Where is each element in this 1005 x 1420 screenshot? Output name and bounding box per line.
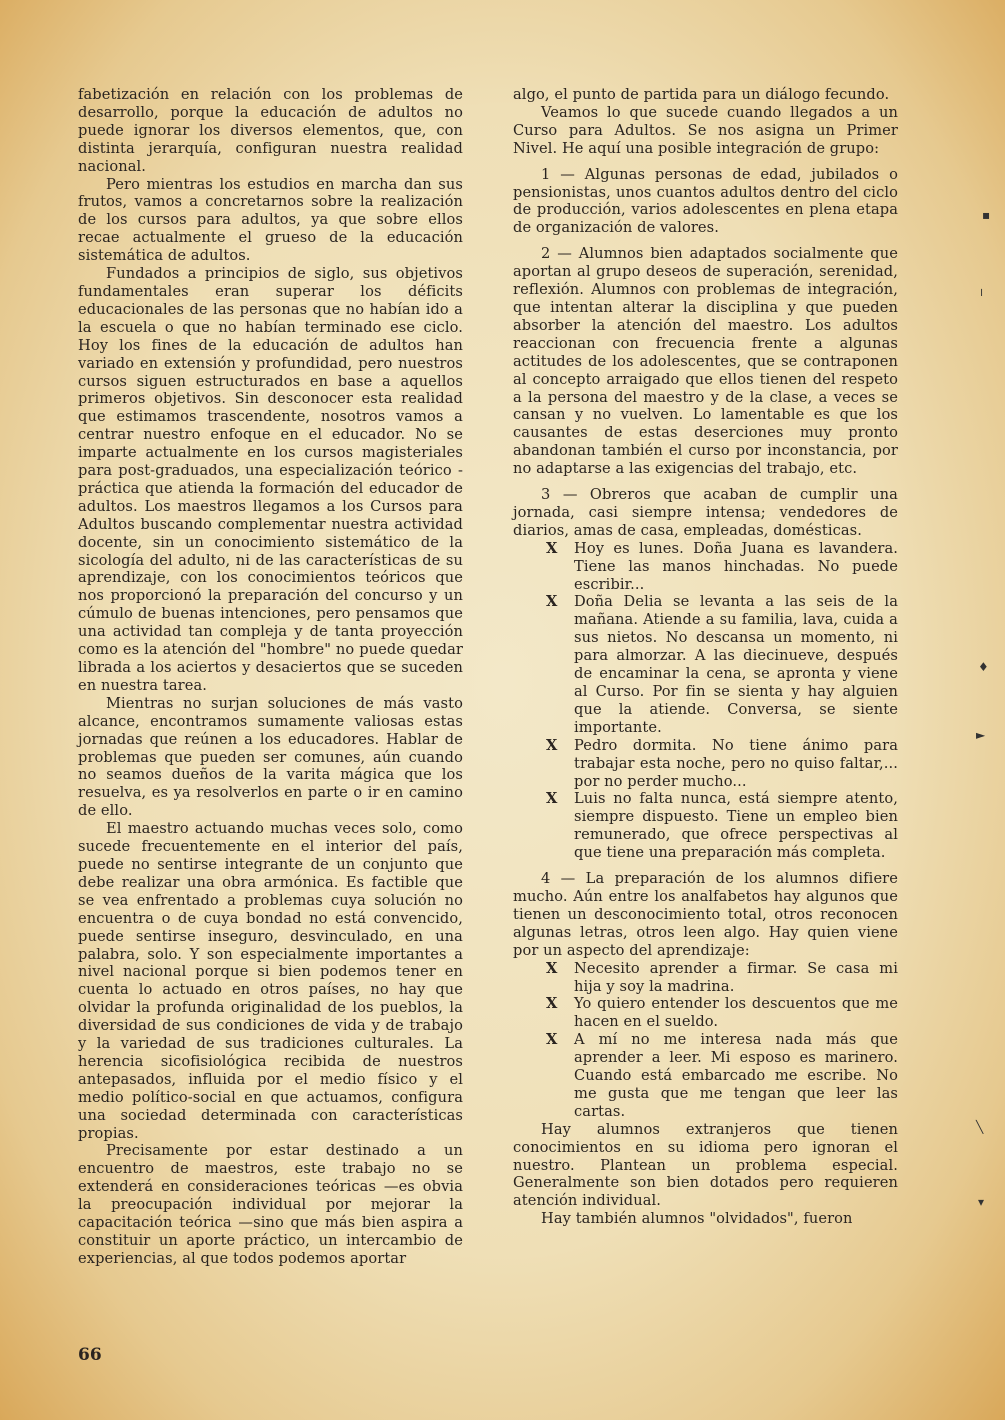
numbered-paragraph-3: 3 — Obreros que acaban de cumplir una jornada, casi siempre intensa; vendedores de diarios, amas de casa, empleadas, domésticas. (513, 486, 898, 539)
list-item-text: A mí no me interesa nada más que aprender a leer. Mi esposo es marinero. Cuando está embarcado me escribe. No me gusta que me tengan que leer las cartas. (574, 1031, 898, 1120)
list-item (546, 737, 898, 791)
paragraph: Precisamente por estar destinado a un encuentro de maestros, este trabajo no se extenderá en consideraciones teóricas —es obvia la preocupación individual por mejorar la capacitación teórica —sino que más bien aspira a constituir un aporte práctico, un intercambio de experiencias, al que todos podemos aportar (78, 1142, 463, 1267)
list-item (546, 995, 898, 1031)
list-item-text: Necesito aprender a firmar. Se casa mi hija y soy la madrina. (574, 959, 898, 995)
margin-mark: ╷ (978, 282, 986, 296)
list-item (546, 1031, 898, 1121)
paragraph: Hay también alumnos "olvidados", fueron (541, 1210, 853, 1228)
right-column (513, 86, 898, 1228)
x-marker: X (546, 959, 558, 977)
x-marker: X (546, 995, 558, 1013)
list-item (546, 540, 898, 594)
list-item (546, 790, 898, 862)
x-marker: X (546, 1031, 558, 1049)
paragraph: Mientras no surjan soluciones de más vasto alcance, encontramos sumamente valiosas estas jornadas que reúnen a los educadores. Hablar de problemas que pueden ser comunes, aún cuando no seamos dueños de la varita mágica que los resuelva, es ya resolverlos en parte o ir en camino de ello. (78, 694, 463, 820)
list-item (546, 593, 898, 736)
list-item-text: Hoy es lunes. Doña Juana es lavandera. Tiene las manos hinchadas. No puede escribir... (574, 539, 898, 593)
paragraph: El maestro actuando muchas veces solo, como sucede frecuentemente en el interior del país, puede no sentirse integrante de un conjunto que debe realizar una obra armónica. Es factible que se vea enfrentado a problemas cuya solución no encuentra o de cuya bondad no está convencido, puede sentirse inseguro, desvinculado, en una palabra, solo. Y son especialmente importantes a nivel nacional porque si bien podemos tener en cuenta lo actuado en otros países, no hay que olvidar la profunda originalidad de los pueblos, la diversidad de sus condiciones de vida y de trabajo y la variedad de sus tradiciones culturales. La herencia sicofisiológica recibida de nuestros antepasados, influida por el medio físico y el medio político-social en que actuamos, configura una sociedad determinada con características propias. (78, 820, 463, 1142)
paragraph: algo, el punto de partida para un diálogo fecundo. (513, 86, 890, 103)
list-item-text: Yo quiero entender los descuentos que me hacen en el sueldo. (574, 995, 898, 1031)
x-marker: X (546, 593, 558, 611)
paragraph: Veamos lo que sucede cuando llegados a un Curso para Adultos. Se nos asigna un Primer Nivel. He aquí una posible integración de grupo: (513, 103, 898, 157)
paragraph: Pero mientras los estudios en marcha dan sus frutos, vamos a concretarnos sobre la realización de los cursos para adultos, ya que sobre ellos recae actualmente el grueso de la educación sistemática de adultos. (78, 175, 463, 265)
x-marker: X (546, 736, 558, 754)
margin-mark: ▾ (978, 1195, 985, 1209)
x-marker: X (546, 539, 558, 557)
list-item-text: Pedro dormita. No tiene ánimo para trabajar esta noche, pero no quiso faltar,... por no perder mucho... (574, 736, 898, 790)
paragraph: Hay alumnos extranjeros que tienen conocimientos en su idioma pero ignoran el nuestro. Plantean un problema especial. Generalmente son bien dotados pero requieren atención individual. (513, 1120, 898, 1210)
x-marker: X (546, 790, 558, 808)
numbered-paragraph-2: 2 — Alumnos bien adaptados socialmente que aportan al grupo deseos de superación, serenidad, reflexión. Alumnos con problemas de integración, que intentan alterar la disciplina y que pueden absorber la atención del maestro. Los adultos reaccionan con frecuencia frente a algunas actitudes de los adolescentes, que se contraponen al concepto arraigado que ellos tienen del respeto a la persona del maestro y de la clase, a veces se cansan y no vuelven. Lo lamentable es que los causantes de estas deserciones muy pronto abandonan también el curso por inconstancia, por no adaptarse a las exigencias del trabajo, etc. (513, 245, 898, 478)
list-item-text: Doña Delia se levanta a las seis de la mañana. Atiende a su familia, lava, cuida a sus nietos. No descansa un momento, ni para almorzar. A las diecinueve, después de encaminar la cena, se apronta y viene al Curso. Por fin se sienta y hay alguien que la atiende. Conversa, se siente importante. (574, 593, 898, 736)
numbered-paragraph-1: 1 — Algunas personas de edad, jubilados o pensionistas, unos cuantos adultos dentro del ciclo de producción, varios adolescentes en plena etapa de organización de valores. (513, 165, 898, 237)
page-number: 66 (78, 1345, 102, 1365)
paragraph: Fundados a principios de siglo, sus objetivos fundamentales eran superar los déficits educacionales de las personas que no habían ido a la escuela o que no habían terminado ese ciclo. Hoy los fines de la educación de adultos han variado en extensión y profundidad, pero nuestros cursos siguen estructurados en base a aquellos primeros objetivos. Sin desconocer esta realidad que estimamos trascendente, nosotros vamos a centrar nuestro enfoque en el educador. No se imparte actualmente en los cursos magisteriales para post-graduados, una especialización teórico - práctica que atienda la formación del educador de adultos. Los maestros llegamos a los Cursos para Adultos buscando complementar nuestra actividad docente, sin un conocimiento sistemático de la sicología del adulto, ni de las características de su aprendizaje, con los conocimientos teóricos que nos proporcionó la preparación del concurso y un cúmulo de buenas intenciones, pero pensamos que una actividad tan compleja y de tanta proyección como es la atención del "hombre" no puede quedar librada a los aciertos y desaciertos que se suceden en nuestra tarea. (78, 265, 463, 694)
list-item (546, 960, 898, 996)
margin-mark: ♦ (978, 660, 989, 674)
margin-mark: ► (976, 728, 986, 742)
margin-mark: ╲ (976, 1120, 984, 1134)
numbered-paragraph-4: 4 — La preparación de los alumnos difiere mucho. Aún entre los analfabetos hay algunos que tienen un desconocimiento total, otros reconocen algunas letras, otros leen algo. Hay quien viene por un aspecto del aprendizaje: (513, 870, 898, 959)
paragraph: fabetización en relación con los problemas de desarrollo, porque la educación de adultos no puede ignorar los diversos elementos, que, con distinta jerarquía, configuran nuestra realidad nacional. (78, 86, 463, 175)
list-item-text: Luis no falta nunca, está siempre atento, siempre dispuesto. Tiene un empleo bien remunerado, que ofrece perspectivas al que tiene una preparación más completa. (574, 790, 898, 862)
margin-mark: ▪ (982, 208, 991, 222)
left-column (78, 86, 463, 1268)
